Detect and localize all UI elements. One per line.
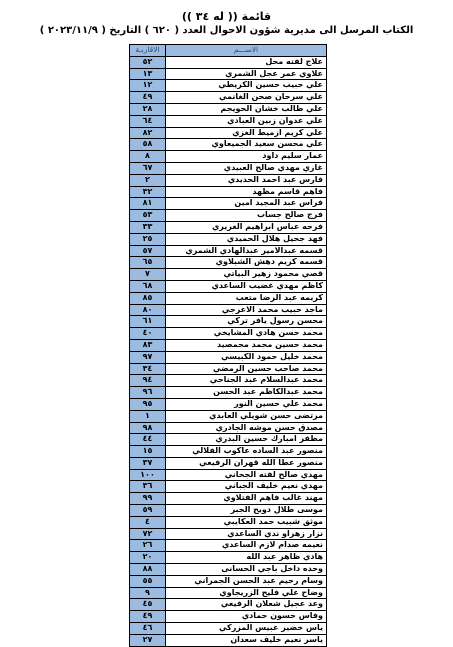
- table-row: [130, 599, 327, 611]
- row-number: ٤٦: [130, 623, 166, 635]
- row-number: ١: [130, 410, 166, 422]
- row-number: ١٥: [130, 446, 166, 458]
- row-number: ٣٢: [130, 186, 166, 198]
- table-row: [130, 139, 327, 151]
- table-row: [130, 623, 327, 635]
- person-name: نزار زهراو ندي الساعدي: [166, 528, 327, 540]
- person-name: منصور عبد الساده عاكوب الفلالي: [166, 446, 327, 458]
- person-name: وعد عجيل شعلان الرفيعي: [166, 599, 327, 611]
- table-row: [130, 540, 327, 552]
- table-row: [130, 198, 327, 210]
- row-number: ٣٧: [130, 457, 166, 469]
- row-number: ٩٦: [130, 387, 166, 399]
- table-row: [130, 292, 327, 304]
- person-name: وفاس حسون حمادي: [166, 611, 327, 623]
- person-name: قسمه كريم دهش الشبلاوي: [166, 257, 327, 269]
- person-name: فرج صالح جساب: [166, 210, 327, 222]
- row-number: ٩٨: [130, 422, 166, 434]
- person-name: محمد حسين محمد محمصيد: [166, 339, 327, 351]
- table-row: [130, 210, 327, 222]
- person-name: ياس خضير عبيس المزركي: [166, 623, 327, 635]
- person-name: مهدي نعيم خليف الجباني: [166, 481, 327, 493]
- row-number: ٣٦: [130, 481, 166, 493]
- table-row: [130, 151, 327, 163]
- row-number: ٤٠: [130, 328, 166, 340]
- person-name: موسى طلال دويح الجبر: [166, 505, 327, 517]
- row-number: ٨: [130, 151, 166, 163]
- person-name: فاهم قاسم مظهد: [166, 186, 327, 198]
- table-row: [130, 233, 327, 245]
- table-row: [130, 387, 327, 399]
- table-row: [130, 469, 327, 481]
- table-row: [130, 80, 327, 92]
- row-number: ٢: [130, 174, 166, 186]
- person-name: كريمه عبد الرضا متعب: [166, 292, 327, 304]
- row-number: ٤٥: [130, 599, 166, 611]
- person-name: محمد حسن هادي المشايخي: [166, 328, 327, 340]
- table-header-row: [130, 45, 327, 57]
- row-number: ٤٤: [130, 434, 166, 446]
- row-number: ٢٦: [130, 540, 166, 552]
- table-row: [130, 328, 327, 340]
- table-row: [130, 127, 327, 139]
- row-number: ٥٣: [130, 210, 166, 222]
- row-number: ٢٥: [130, 233, 166, 245]
- person-name: ياسر نعيم خليف سعدان: [166, 634, 327, 646]
- row-number: ٥٥: [130, 575, 166, 587]
- table-row: [130, 634, 327, 646]
- person-name: عمار سليم داود: [166, 151, 327, 163]
- table-row: [130, 363, 327, 375]
- row-number: ١٠٠: [130, 469, 166, 481]
- table-row: [130, 221, 327, 233]
- person-name: علاج لفته محل: [166, 56, 327, 68]
- letter-reference: الكتاب المرسل الى مديرية شؤون الاحوال العدد ( ٦٢٠ ) التاريخ ( ٢٠٢٣/١١/٩ ): [39, 25, 414, 36]
- table-row: [130, 564, 327, 576]
- person-name: علي طالب خشان الحويجم: [166, 103, 327, 115]
- person-name: نعيمه صدام لازم الساعدي: [166, 540, 327, 552]
- names-table: [129, 44, 327, 647]
- person-name: فارس عبد احمد الحديدي: [166, 174, 327, 186]
- row-number: ٧٢: [130, 528, 166, 540]
- table-row: [130, 446, 327, 458]
- table-row: [130, 375, 327, 387]
- person-name: هادي ظاهر عبد الله: [166, 552, 327, 564]
- row-number: ٦١: [130, 316, 166, 328]
- table-row: [130, 516, 327, 528]
- person-name: قسمه عبدالامير عبدالهادي الشمري: [166, 245, 327, 257]
- row-number: ٥٢: [130, 56, 166, 68]
- person-name: محمد عبدالكاظم عبد الحسن: [166, 387, 327, 399]
- row-number: ٩٧: [130, 351, 166, 363]
- person-name: فهد جحيل هلال الحميدي: [166, 233, 327, 245]
- person-name: علاوي عمر عجل الشمري: [166, 68, 327, 80]
- row-number: ٢٨: [130, 103, 166, 115]
- column-header-name: الاســـم: [166, 45, 327, 57]
- row-number: ١٢: [130, 80, 166, 92]
- person-name: علي حبيب حسين الكريطي: [166, 80, 327, 92]
- row-number: ٨٥: [130, 292, 166, 304]
- row-number: ٥٩: [130, 505, 166, 517]
- person-name: كاظم مهدي غضيب الساعدي: [166, 280, 327, 292]
- person-name: وسام رحيم عبد الحسن الجمراني: [166, 575, 327, 587]
- person-name: مظفر امبارك حسين البدري: [166, 434, 327, 446]
- row-number: ٣٣: [130, 221, 166, 233]
- table-row: [130, 351, 327, 363]
- person-name: محمد عبدالسلام عبد الجناحي: [166, 375, 327, 387]
- page-title: قائمة (( له ٣٤ )): [181, 10, 272, 23]
- column-header-number: الاقاربـة: [130, 45, 166, 57]
- person-name: علي سرحان صحن الغانمي: [166, 92, 327, 104]
- table-row: [130, 162, 327, 174]
- table-row: [130, 552, 327, 564]
- person-name: محمد خليل حمود الكبيسي: [166, 351, 327, 363]
- person-name: محمد صاحب حسين الرمضي: [166, 363, 327, 375]
- table-row: [130, 269, 327, 281]
- table-row: [130, 257, 327, 269]
- person-name: فرحه عباس ابراهيم الغريري: [166, 221, 327, 233]
- table-row: [130, 339, 327, 351]
- table-row: [130, 92, 327, 104]
- person-name: غازي مهدي صالح العبيدي: [166, 162, 327, 174]
- table-row: [130, 481, 327, 493]
- row-number: ٩: [130, 587, 166, 599]
- table-row: [130, 316, 327, 328]
- row-number: ٨٢: [130, 127, 166, 139]
- table-row: [130, 186, 327, 198]
- row-number: ٩٩: [130, 493, 166, 505]
- table-row: [130, 68, 327, 80]
- table-row: [130, 115, 327, 127]
- table-row: [130, 505, 327, 517]
- table-row: [130, 103, 327, 115]
- row-number: ٤٩: [130, 611, 166, 623]
- person-name: ماجد حبيب محمد الاعرجي: [166, 304, 327, 316]
- person-name: وحده داخل باجي الحسانى: [166, 564, 327, 576]
- row-number: ٩٤: [130, 375, 166, 387]
- row-number: ٦٥: [130, 257, 166, 269]
- table-row: [130, 280, 327, 292]
- person-name: علي كريم ازميط الغزي: [166, 127, 327, 139]
- table-row: [130, 611, 327, 623]
- table-row: [130, 587, 327, 599]
- row-number: ٨٣: [130, 339, 166, 351]
- row-number: ٤٩: [130, 92, 166, 104]
- row-number: ٩٥: [130, 398, 166, 410]
- table-row: [130, 434, 327, 446]
- person-name: فراس عبد المجيد امين: [166, 198, 327, 210]
- row-number: ٨١: [130, 198, 166, 210]
- row-number: ٦٧: [130, 162, 166, 174]
- person-name: مهند غالب فاهم الفتلاوي: [166, 493, 327, 505]
- person-name: محمد علي حسين النور: [166, 398, 327, 410]
- row-number: ٤: [130, 516, 166, 528]
- table-row: [130, 457, 327, 469]
- row-number: ٦٨: [130, 280, 166, 292]
- person-name: محسن رسول يافر تركي: [166, 316, 327, 328]
- table-row: [130, 493, 327, 505]
- row-number: ٥٧: [130, 245, 166, 257]
- table-body: [130, 56, 327, 646]
- row-number: ٢٠: [130, 552, 166, 564]
- person-name: موثق شبيب حمد العكايبي: [166, 516, 327, 528]
- table-row: [130, 575, 327, 587]
- table-row: [130, 245, 327, 257]
- row-number: ٥٨: [130, 139, 166, 151]
- row-number: ٧: [130, 269, 166, 281]
- person-name: مهدي صالح لفته الجحاني: [166, 469, 327, 481]
- row-number: ٦٤: [130, 115, 166, 127]
- table-row: [130, 56, 327, 68]
- table-row: [130, 410, 327, 422]
- person-name: منصور عطا الله قهران الرفيعي: [166, 457, 327, 469]
- table-row: [130, 174, 327, 186]
- table-row: [130, 528, 327, 540]
- table-row: [130, 398, 327, 410]
- row-number: ٨٠: [130, 304, 166, 316]
- table-row: [130, 422, 327, 434]
- person-name: مرتضى حسن شويلي العابدي: [166, 410, 327, 422]
- person-name: وضاح علي فليح الزريجاوي: [166, 587, 327, 599]
- person-name: مصدق حسن موشه الجادري: [166, 422, 327, 434]
- row-number: ٢٧: [130, 634, 166, 646]
- person-name: علي محسن سعيد الجميعاوي: [166, 139, 327, 151]
- row-number: ٨٨: [130, 564, 166, 576]
- person-name: قصي محمود زهير البياتي: [166, 269, 327, 281]
- row-number: ٣٤: [130, 363, 166, 375]
- person-name: علي عدوان زبين العبادي: [166, 115, 327, 127]
- row-number: ١٣: [130, 68, 166, 80]
- table-row: [130, 304, 327, 316]
